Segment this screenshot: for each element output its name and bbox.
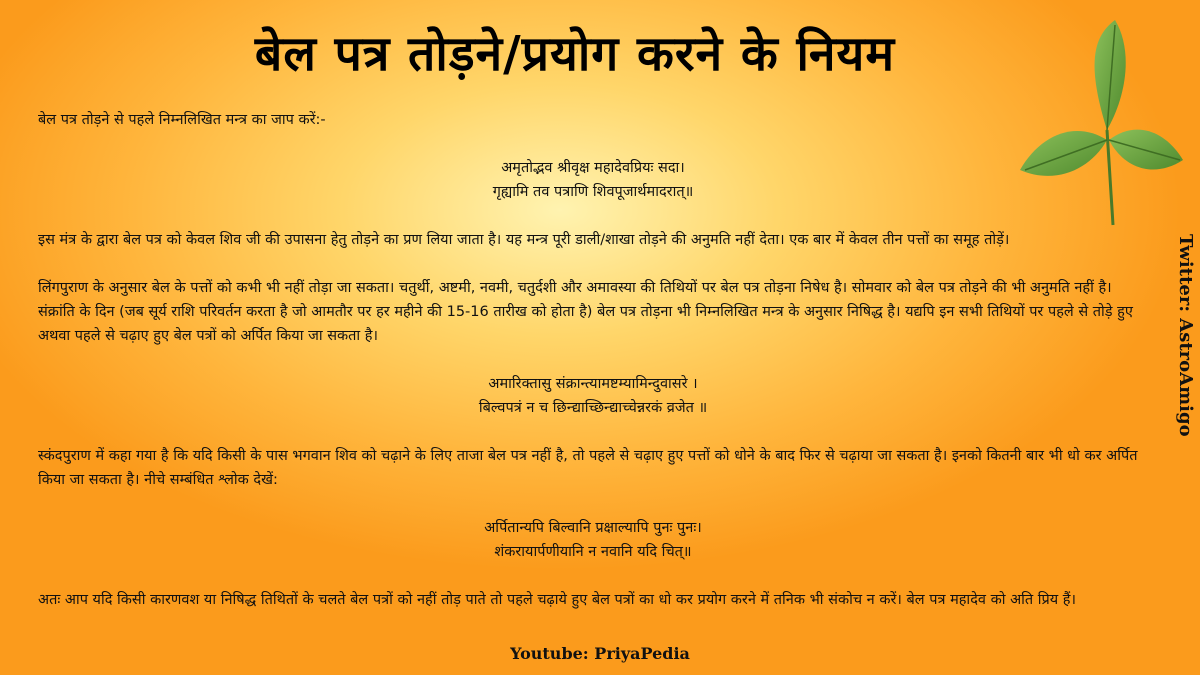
intro-text: बेल पत्र तोड़ने से पहले निम्नलिखित मन्त्र का जाप करें:- bbox=[38, 112, 326, 128]
paragraph-3: स्कंदपुराण में कहा गया है कि यदि किसी के पास भगवान शिव को चढ़ाने के लिए ताजा बेल पत्र नहीं है, तो पहले से चढ़ाए हुए पत्तों को धोने के बाद फिर से चढ़ाया जा सकता है। इनको कितनी बार भी धो कर अर्पित किया जा सकता है। नीचे सम्बंधित श्लोक देखें: bbox=[38, 448, 1138, 488]
page-title: बेल पत्र तोड़ने/प्रयोग करने के नियम bbox=[254, 26, 896, 82]
paragraph-1: इस मंत्र के द्वारा बेल पत्र को केवल शिव जी की उपासना हेतु तोड़ने का प्रण लिया जाता है। यह मन्त्र पूरी डाली/शाखा तोड़ने की अनुमति नहीं देता। एक बार में केवल तीन पत्तों का समूह तोड़ें। bbox=[38, 232, 1010, 248]
mantra-1-line-2: गृह्यामि तव पत्राणि शिवपूजार्थमादरात्॥ bbox=[492, 184, 694, 200]
mantra-3-line-1: अर्पितान्यपि बिल्वानि प्रक्षाल्यापि पुनः पुनः। bbox=[484, 520, 702, 536]
youtube-channel: Youtube: PriyaPedia bbox=[510, 644, 690, 663]
mantra-3-line-2: शंकरायार्पणीयानि न नवानि यदि चित्॥ bbox=[494, 544, 692, 560]
paragraph-2: लिंगपुराण के अनुसार बेल के पत्तों को कभी भी नहीं तोड़ा जा सकता। चतुर्थी, अष्टमी, नवमी, चतुर्दशी और अमावस्या की तिथियों पर बेल पत्र तोड़ना निषेध है। सोमवार को बेल पत्र तोड़ने की भी अनुमति नहीं है। संक्रांति के दिन (जब सूर्य राशि परिवर्तन करता है जो आमतौर पर हर महीने की 15-16 तारीख को होता है) बेल पत्र तोड़ना भी निम्नलिखित मन्त्र के अनुसार निषिद्ध है। यद्यपि इन सभी तिथियों पर पहले से तोड़े हुए अथवा पहले से चढ़ाए हुए बेल पत्रों को अर्पित किया जा सकता है। bbox=[38, 280, 1133, 344]
twitter-handle: Twitter: AstroAmigo bbox=[1175, 234, 1196, 437]
paragraph-4: अतः आप यदि किसी कारणवश या निषिद्ध तिथितों के चलते बेल पत्रों को नहीं तोड़ पाते तो पहले चढ़ाये हुए बेल पत्रों का धो कर प्रयोग करने में तनिक भी संकोच न करें। बेल पत्र महादेव को अति प्रिय हैं। bbox=[38, 592, 1076, 608]
mantra-2-line-1: अमारिक्तासु संक्रान्त्यामष्टम्यामिन्दुवासरे । bbox=[488, 376, 698, 392]
mantra-2-line-2: बिल्वपत्रं न च छिन्द्याच्छिन्द्याच्चेन्नरकं व्रजेत ॥ bbox=[478, 400, 708, 416]
mantra-1-line-1: अमृतोद्भव श्रीवृक्ष महादेवप्रियः सदा। bbox=[501, 160, 685, 176]
article-body bbox=[38, 108, 1148, 612]
